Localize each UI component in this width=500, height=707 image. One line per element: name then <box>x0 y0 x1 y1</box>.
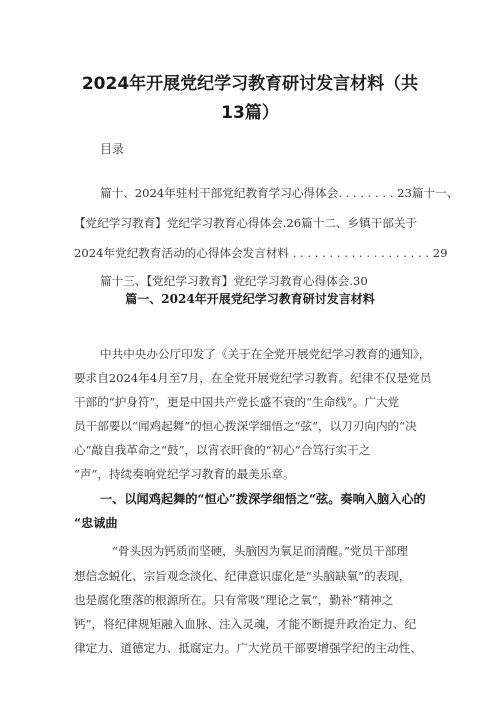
para1-line-5: 心”敲自我革命之“鼓”，以宵衣旰食的“初心”合笃行实干之 <box>74 443 371 457</box>
heading-1-line-1: 一、以闻鸡起舞的“恒心”拨深学细悟之“弦。奏响入脑入心的 <box>100 492 426 506</box>
toc-line-1: 篇十、2024年驻村干部党纪教育学习心得体会. . . . . . . . 23篇十一、 <box>100 186 459 200</box>
para2-line-3: 也是腐化堕落的根源所在。只有常吸“理论之氧”，勤补“精神之 <box>74 593 394 607</box>
para1-line-4: 员干部要以“闻鸡起舞”的恒心拨深学细悟之“弦”，以刀刃向内的“决 <box>74 419 417 433</box>
toc-line-2: 【党纪学习教育】党纪学习教育心得体会.26篇十二、乡镇干部关于 <box>74 216 418 230</box>
para2-line-5: 律定力、道德定力、抵腐定力。广大党员干部要增强学纪的主动性、 <box>74 641 422 655</box>
para1-line-3: 干部的“护身符”，更是中国共产党长盛不衰的“生命线”。广大党 <box>74 395 400 409</box>
toc-line-4: 篇十三、【党纪学习教育】党纪学习教育心得体会.30 <box>100 274 368 288</box>
heading-1-line-2: “忠诚曲 <box>74 516 118 530</box>
para2-line-1: “骨头因为钙质而坚硬，头脑因为氧足而清醒。”党员干部理 <box>112 544 408 558</box>
toc-label: 目录 <box>100 142 125 156</box>
section-title: 篇一、2024年开展党纪学习教育研讨发言材料 <box>125 292 375 306</box>
para2-line-4: 钙”，将纪律规矩融入血脉、注入灵魂，才能不断提升政治定力、纪 <box>74 617 417 631</box>
para1-line-1: 中共中央办公厅印发了《关于在全党开展党纪学习教育的通知》， <box>100 347 431 361</box>
toc-line-3: 2024年党纪教育活动的心得体会发言材料 . . . . . . . . . . . . . . . . . . . 29 <box>74 246 448 260</box>
document-title-line-2: 13篇） <box>221 103 279 123</box>
document-title-line-1: 2024年开展党纪学习教育研讨发言材料（共 <box>81 74 419 94</box>
para2-line-2: 想信念蜕化、宗旨观念淡化、纪律意识虚化是“头脑缺氧”的表现， <box>74 569 411 583</box>
para1-line-2: 要求自2024年4月至7月，在全党开展党纪学习教育。纪律不仅是党员 <box>74 371 432 385</box>
document-title <box>40 70 460 128</box>
para1-line-6: “声”，持续奏响党纪学习教育的最美乐章。 <box>74 467 295 481</box>
